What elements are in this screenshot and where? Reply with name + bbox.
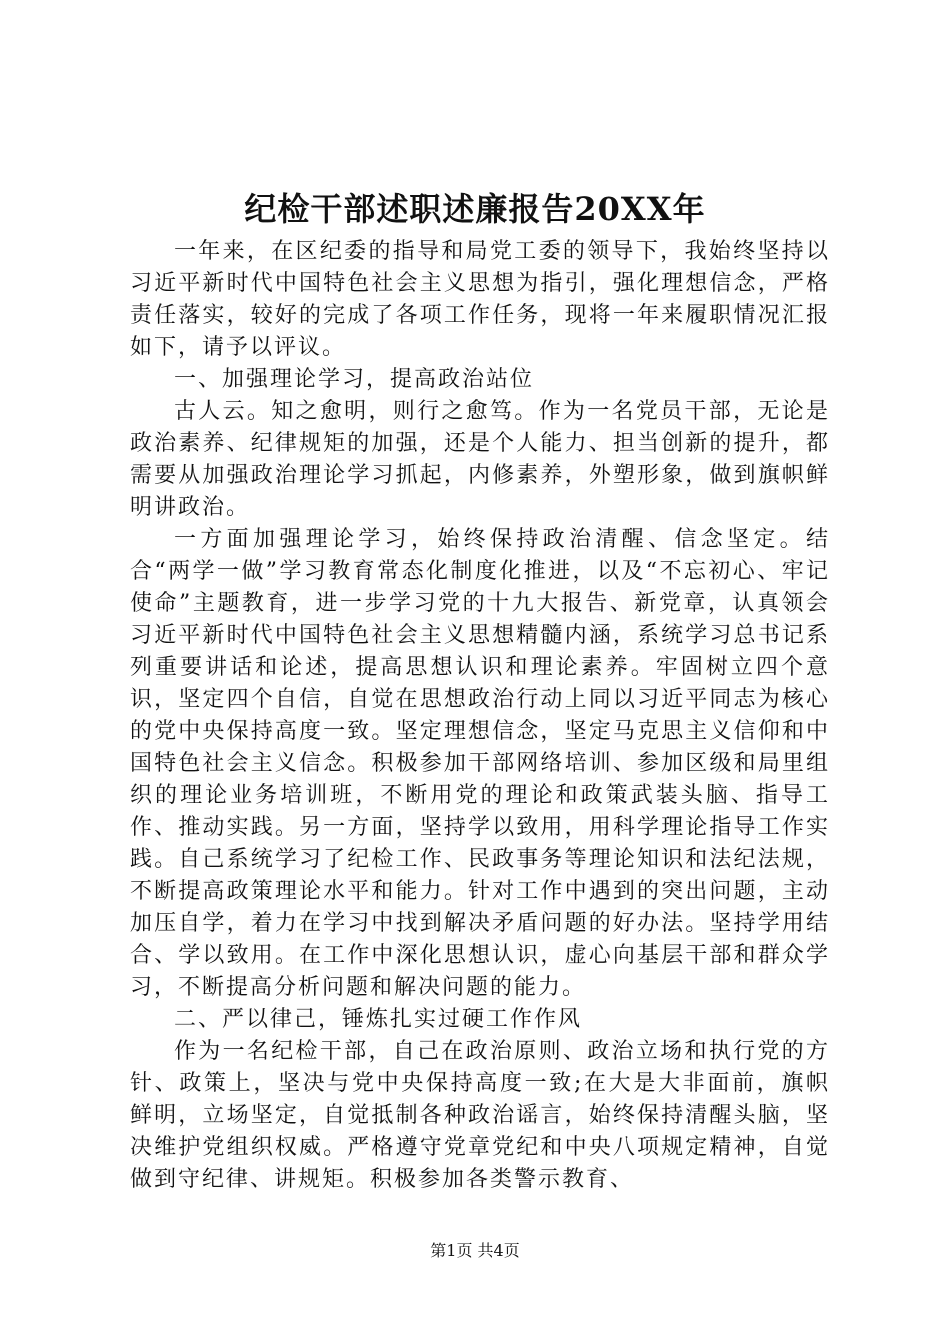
page-footer: 第1页 共4页: [430, 1241, 520, 1260]
paragraph-ancient-saying: 古人云。知之愈明，则行之愈笃。作为一名党员干部，无论是政治素养、纪律规矩的加强，还是个人能力、担当创新的提升，都需要从加强政治理论学习抓起，内修素养，外塑形象，做到旗帜鲜明讲政治。: [130, 399, 830, 520]
document-title: 纪检干部述职述廉报告20XX年: [244, 190, 706, 228]
paragraph-self-discipline: 作为一名纪检干部，自己在政治原则、政治立场和执行党的方针、政策上，坚决与党中央保持高度一致;在大是大非面前，旗帜鲜明，立场坚定，自觉抵制各种政治谣言，始终保持清醒头脑，坚决维护党组织权威。严格遵守党章党纪和中央八项规定精神，自觉做到守纪律、讲规矩。积极参加各类警示教育、: [130, 1039, 830, 1192]
document-body: [130, 236, 830, 1196]
section-heading-1: 一、加强理论学习，提高政治站位: [174, 367, 535, 392]
paragraph-theory-study: 一方面加强理论学习，始终保持政治清醒、信念坚定。结合“两学一做”学习教育常态化制度化推进，以及“不忘初心、牢记使命”主题教育，进一步学习党的十九大报告、新党章，认真领会习近平新时代中国特色社会主义思想精髓内涵，系统学习总书记系列重要讲话和论述，提高思想认识和理论素养。牢固树立四个意识，坚定四个自信，自觉在思想政治行动上同以习近平同志为核心的党中央保持高度一致。坚定理想信念，坚定马克思主义信仰和中国特色社会主义信念。积极参加干部网络培训、参加区级和局里组织的理论业务培训班，不断用党的理论和政策武装头脑、指导工作、推动实践。另一方面，坚持学以致用，用科学理论指导工作实践。自己系统学习了纪检工作、民政事务等理论知识和法纪法规，不断提高政策理论水平和能力。针对工作中遇到的突出问题，主动加压自学，着力在学习中找到解决矛盾问题的好办法。坚持学用结合、学以致用。在工作中深化思想认识，虚心向基层干部和群众学习，不断提高分析问题和解决问题的能力。: [130, 527, 830, 1000]
paragraph-intro: 一年来，在区纪委的指导和局党工委的领导下，我始终坚持以习近平新时代中国特色社会主义思想为指引，强化理想信念，严格责任落实，较好的完成了各项工作任务，现将一年来履职情况汇报如下，请予以评议。: [130, 239, 830, 360]
section-heading-2: 二、严以律己，锤炼扎实过硬工作作风: [174, 1007, 583, 1032]
